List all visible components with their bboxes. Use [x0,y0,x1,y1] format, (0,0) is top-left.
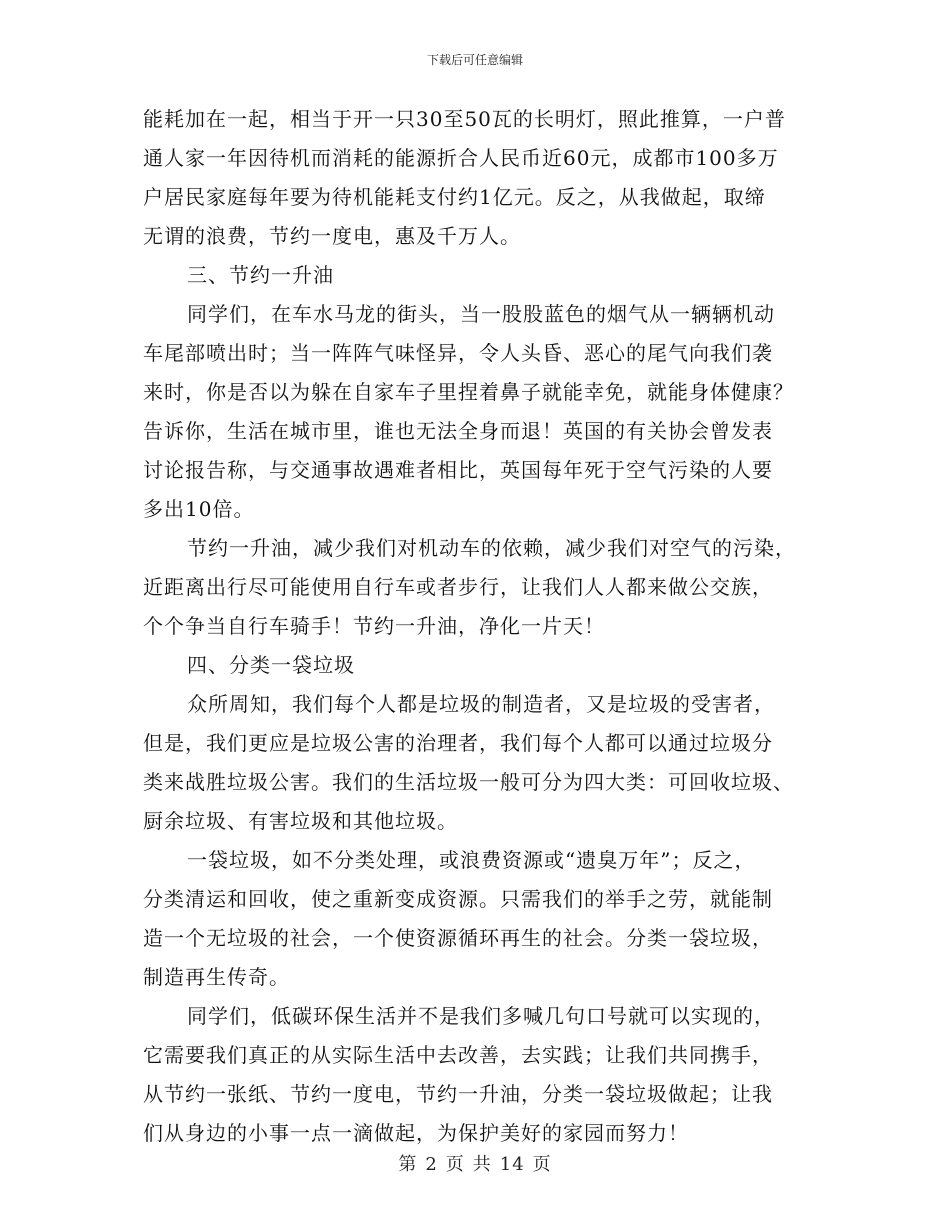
body-paragraph: 一袋垃圾，如不分类处理，或浪费资源或“遗臭万年”；反之， 分类清运和回收，使之重新变成资源。只需我们的举手之劳，就能制 造一个无垃圾的社会，一个使资源循环再生的社会。分类一袋垃圾， 制造再生传奇。 [143,848,773,989]
body-paragraph: 同学们，低碳环保生活并不是我们多喊几句口号就可以实现的， 它需要我们真正的从实际生活中去改善，去实践；让我们共同携手， 从节约一张纸、节约一度电，节约一升油，分类一袋垃圾做起；让我 们从身边的小事一点一滴做起，为保护美好的家园而努力！ [143,1004,775,1145]
page-header-note: 下载后可任意编辑 [426,53,523,67]
section-heading-oil: 三、节约一升油 [187,263,334,287]
footer-prefix: 第 [398,1154,418,1175]
body-paragraph: 众所周知，我们每个人都是垃圾的制造者，又是垃圾的受害者， 但是，我们更应是垃圾公害的治理者，我们每个人都可以通过垃圾分 类来战胜垃圾公害。我们的生活垃圾一般可分为四大类：可回收垃圾、 厨余垃圾、有害垃圾和其他垃圾。 [143,692,794,833]
document-body [143,100,807,1153]
current-page-number: 2 [425,1154,438,1175]
footer-total-word: 共 [472,1154,492,1175]
section-heading-garbage: 四、分类一袋垃圾 [187,653,355,677]
footer-suffix: 页 [532,1154,552,1175]
footer-page-unit: 页 [445,1154,465,1175]
body-paragraph: 节约一升油，减少我们对机动车的依赖，减少我们对空气的污染， 近距离出行尽可能使用自行车或者步行，让我们人人都来做公交族， 个个争当自行车骑手！节约一升油，净化一片天！ [143,536,796,638]
body-paragraph-continuation: 能耗加在一起，相当于开一只30至50瓦的长明灯，照此推算，一户普 通人家一年因待机而消耗的能源折合人民币近60元，成都市100多万 户居民家庭每年要为待机能耗支付约1亿元。反之，从我做起，取缔 无谓的浪费，节约一度电，惠及千万人。 [143,107,786,248]
total-pages-number: 14 [499,1154,525,1175]
body-paragraph: 同学们，在车水马龙的街头，当一股股蓝色的烟气从一辆辆机动 车尾部喷出时；当一阵阵气味怪异，令人头昏、恶心的尾气向我们袭 来时，你是否以为躲在自家车子里捏着鼻子就能幸免，就能身体健康？ 告诉你，生活在城市里，谁也无法全身而退！英国的有关协会曾发表 讨论报告称，与交通事故遇难者相比，英国每年死于空气污染的人要 多出10倍。 [143,302,794,521]
page-number-footer [0,1154,950,1176]
